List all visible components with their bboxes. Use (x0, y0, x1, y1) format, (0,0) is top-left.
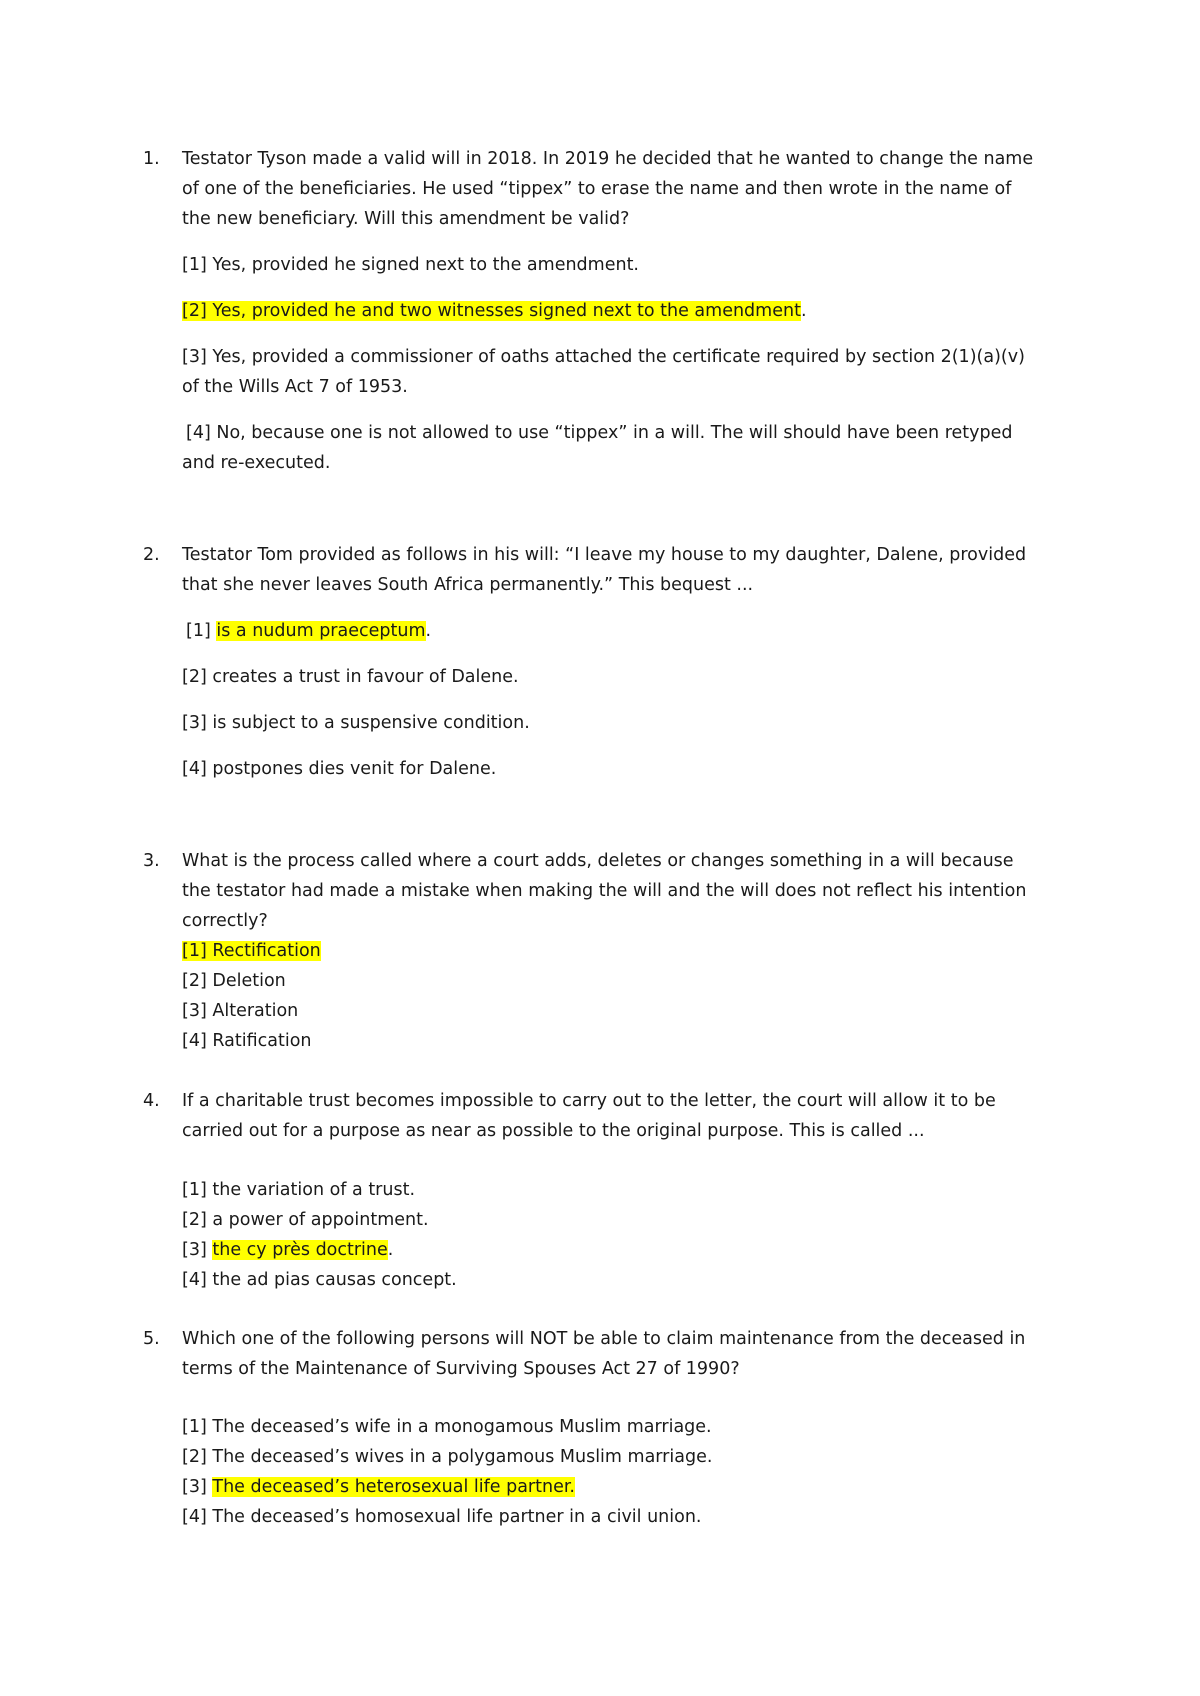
question-stem-line: If a charitable trust becomes impossible to carry out to the letter, the court will allow it to be (182, 1091, 996, 1111)
question-number: 4. (143, 1091, 160, 1111)
answer-option-correct (182, 941, 321, 961)
option-text: the variation of a trust. (212, 1180, 416, 1200)
option-label: [3] (182, 1477, 207, 1497)
option-label: [3] (182, 1001, 207, 1021)
answer-option (182, 1447, 712, 1467)
option-text: No, because one is not allowed to use “tippex” in a will. The will should have been retyped (216, 423, 1013, 443)
question-stem-line: carried out for a purpose as near as possible to the original purpose. This is called ... (182, 1121, 925, 1141)
option-label: [2] (182, 667, 207, 687)
option-text-cont: and re-executed. (182, 453, 331, 473)
option-text: Alteration (212, 1001, 299, 1021)
option-trail: . (800, 301, 807, 321)
option-text: Ratification (212, 1031, 312, 1051)
option-label: [3] (182, 1240, 207, 1260)
option-label: [2] (182, 971, 207, 991)
question-number: 1. (143, 149, 160, 169)
option-label: [1] (182, 941, 207, 961)
option-label: [1] (182, 1180, 207, 1200)
answer-option (182, 667, 519, 687)
option-label: [1] (182, 1417, 207, 1437)
option-text: Rectification (212, 941, 321, 961)
answer-option (182, 1270, 457, 1290)
answer-option (182, 713, 530, 733)
question-number: 5. (143, 1329, 160, 1349)
option-text: the ad pias causas concept. (212, 1270, 457, 1290)
question-stem-line: Testator Tom provided as follows in his will: “I leave my house to my daughter, Dalene, provided (182, 545, 1027, 565)
option-label: [3] (182, 713, 207, 733)
question-stem-line: that she never leaves South Africa permanently.” This bequest ... (182, 575, 754, 595)
answer-option (182, 1417, 712, 1437)
option-label: [2] (182, 1210, 207, 1230)
answer-option-correct (182, 1477, 575, 1497)
question-stem-line: Testator Tyson made a valid will in 2018. In 2019 he decided that he wanted to change the name (182, 149, 1034, 169)
answer-option-correct (182, 301, 807, 321)
answer-option (182, 1210, 429, 1230)
option-text: creates a trust in favour of Dalene. (212, 667, 519, 687)
answer-option (182, 1507, 702, 1527)
question-stem-line: correctly? (182, 911, 268, 931)
option-label: [2] (182, 1447, 207, 1467)
option-label: [2] (182, 301, 207, 321)
answer-option (182, 759, 496, 779)
option-label: [4] (186, 423, 211, 443)
answer-option (182, 1031, 312, 1051)
option-text: Yes, provided he signed next to the amendment. (212, 255, 639, 275)
option-text: is subject to a suspensive condition. (212, 713, 530, 733)
option-trail: . (387, 1240, 394, 1260)
option-text: is a nudum praeceptum (216, 621, 426, 641)
option-text: Yes, provided he and two witnesses signed next to the amendment (212, 301, 801, 321)
option-text-cont: of the Wills Act 7 of 1953. (182, 377, 408, 397)
question-stem-line: the testator had made a mistake when making the will and the will does not reflect his intention (182, 881, 1027, 901)
question-stem-line: terms of the Maintenance of Surviving Spouses Act 27 of 1990? (182, 1359, 740, 1379)
option-text: The deceased’s homosexual life partner in a civil union. (212, 1507, 702, 1527)
option-label: [4] (182, 1031, 207, 1051)
question-number: 2. (143, 545, 160, 565)
option-label: [1] (182, 255, 207, 275)
option-text: The deceased’s wives in a polygamous Muslim marriage. (212, 1447, 713, 1467)
answer-option-correct (186, 621, 431, 641)
answer-option-correct (182, 1240, 393, 1260)
option-text: the cy près doctrine (212, 1240, 388, 1260)
option-text: a power of appointment. (212, 1210, 429, 1230)
question-stem-line: Which one of the following persons will NOT be able to claim maintenance from the deceased in (182, 1329, 1026, 1349)
option-text: postpones dies venit for Dalene. (212, 759, 497, 779)
option-text: Deletion (212, 971, 286, 991)
question-stem-line: the new beneficiary. Will this amendment be valid? (182, 209, 630, 229)
option-label: [4] (182, 759, 207, 779)
option-label: [4] (182, 1270, 207, 1290)
question-stem-line: What is the process called where a court adds, deletes or changes something in a will because (182, 851, 1014, 871)
answer-option (182, 1180, 415, 1200)
answer-option (186, 423, 1013, 443)
option-text: The deceased’s heterosexual life partner. (212, 1477, 575, 1497)
question-number: 3. (143, 851, 160, 871)
answer-option (182, 971, 286, 991)
option-label: [3] (182, 347, 207, 367)
question-stem-line: of one of the beneficiaries. He used “tippex” to erase the name and then wrote in the name of (182, 179, 1012, 199)
answer-option (182, 255, 639, 275)
answer-option (182, 347, 1025, 367)
option-text: Yes, provided a commissioner of oaths attached the certificate required by section 2(1)(a)(v) (212, 347, 1025, 367)
option-label: [1] (186, 621, 211, 641)
option-label: [4] (182, 1507, 207, 1527)
option-text: The deceased’s wife in a monogamous Muslim marriage. (212, 1417, 712, 1437)
answer-option (182, 1001, 298, 1021)
option-trail: . (425, 621, 432, 641)
